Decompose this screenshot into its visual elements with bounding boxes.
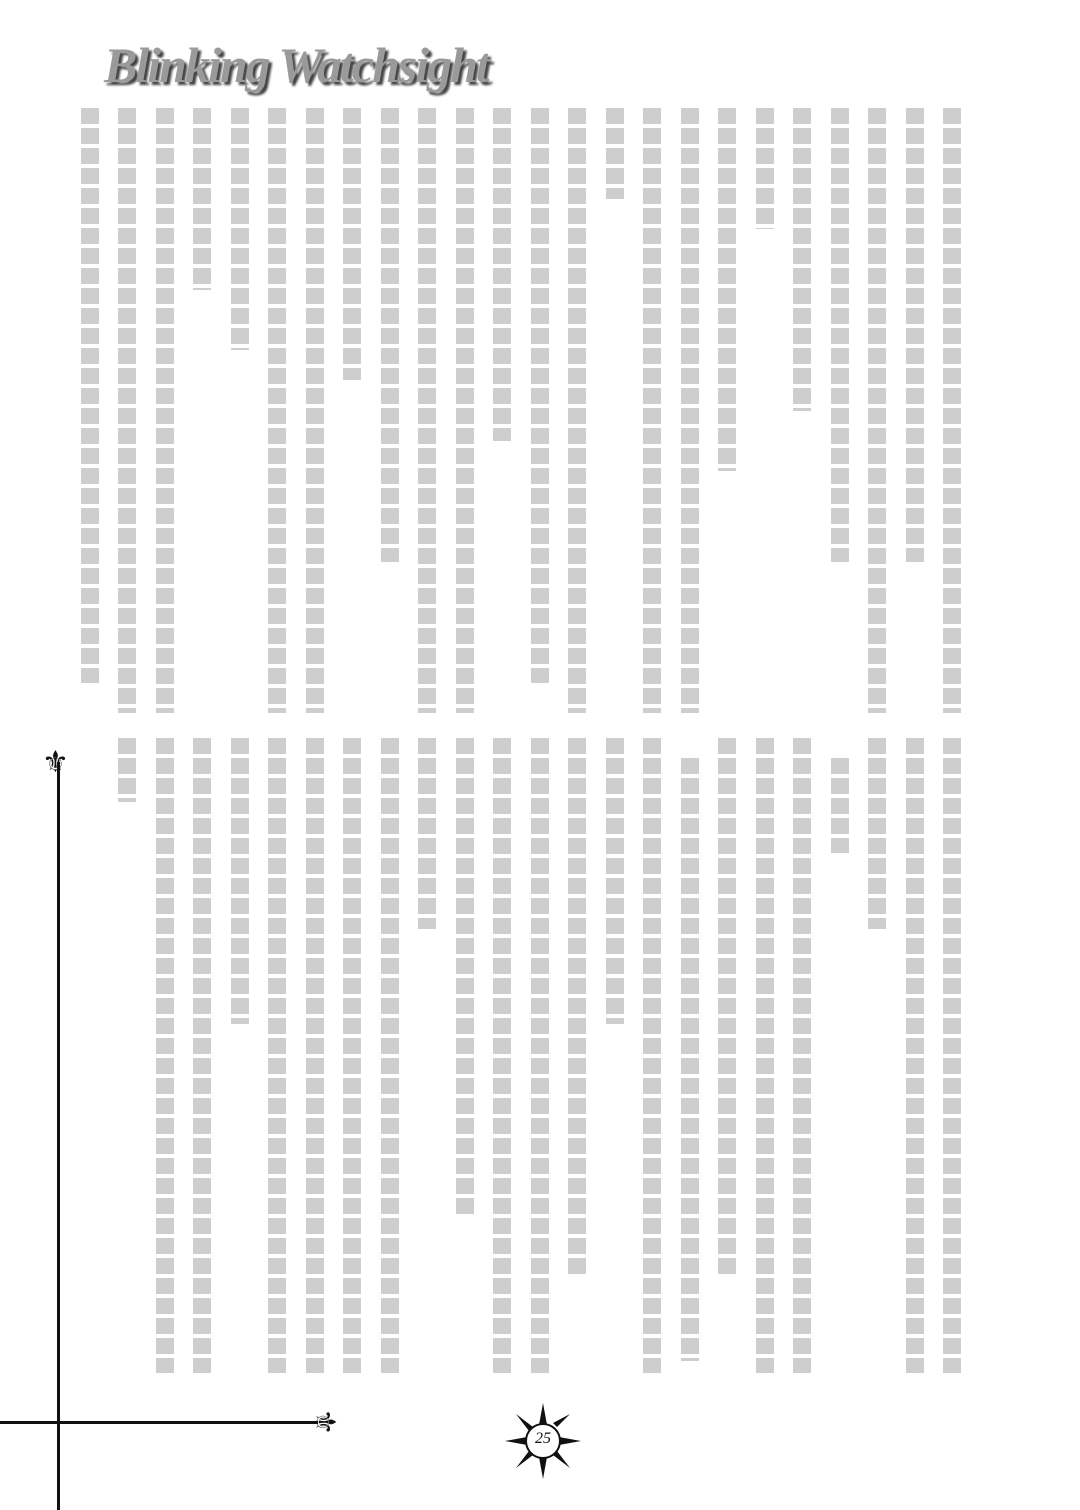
text-column-placeholder [831, 758, 849, 853]
text-column-placeholder [343, 738, 361, 1373]
text-column-placeholder [756, 738, 774, 1373]
text-column-placeholder [568, 108, 586, 713]
text-column-placeholder [681, 758, 699, 1361]
text-column-placeholder [718, 108, 736, 471]
text-column-placeholder [943, 108, 961, 713]
text-column-placeholder [493, 738, 511, 1373]
text-column-placeholder [906, 738, 924, 1373]
fleur-ornament-icon: ⚜ [306, 1408, 342, 1436]
decorative-vertical-rule [57, 762, 60, 1510]
text-column-placeholder [643, 738, 661, 1373]
text-column-placeholder [531, 108, 549, 683]
text-column-placeholder [456, 108, 474, 713]
text-column-placeholder [718, 738, 736, 1278]
text-column-placeholder [231, 738, 249, 1024]
text-column-placeholder [118, 108, 136, 713]
text-column-placeholder [606, 738, 624, 1024]
text-column-placeholder [868, 108, 886, 713]
fleur-ornament-icon: ⚜ [42, 745, 69, 780]
decorative-horizontal-rule [0, 1421, 318, 1424]
text-column-placeholder [156, 738, 174, 1373]
text-column-placeholder [493, 108, 511, 441]
text-column-placeholder [193, 738, 211, 1373]
text-column-placeholder [81, 108, 99, 683]
text-column-placeholder [456, 738, 474, 1214]
text-column-placeholder [793, 108, 811, 411]
text-column-placeholder [793, 738, 811, 1373]
text-column-placeholder [643, 108, 661, 713]
text-column-placeholder [418, 738, 436, 929]
text-column-placeholder [568, 738, 586, 1278]
text-column-placeholder [231, 108, 249, 350]
text-column-placeholder [381, 738, 399, 1373]
text-column-placeholder [381, 108, 399, 562]
text-column-placeholder [156, 108, 174, 713]
text-column-placeholder [268, 108, 286, 713]
text-column-placeholder [868, 738, 886, 929]
text-column-placeholder [606, 108, 624, 199]
text-column-placeholder [418, 108, 436, 713]
text-column-placeholder [268, 738, 286, 1373]
text-column-placeholder [306, 108, 324, 713]
text-column-placeholder [306, 738, 324, 1373]
text-column-placeholder [118, 738, 136, 802]
text-column-placeholder [343, 108, 361, 380]
text-column-placeholder [531, 738, 549, 1373]
text-column-placeholder [906, 108, 924, 562]
page-number-ornament [505, 1403, 581, 1479]
page-number: 25 [535, 1430, 551, 1447]
text-column-placeholder [756, 108, 774, 229]
text-column-placeholder [943, 738, 961, 1373]
text-column-placeholder [193, 108, 211, 290]
page-title: Blinking Watchsight [104, 37, 488, 93]
text-column-placeholder [831, 108, 849, 562]
text-column-placeholder [681, 108, 699, 713]
